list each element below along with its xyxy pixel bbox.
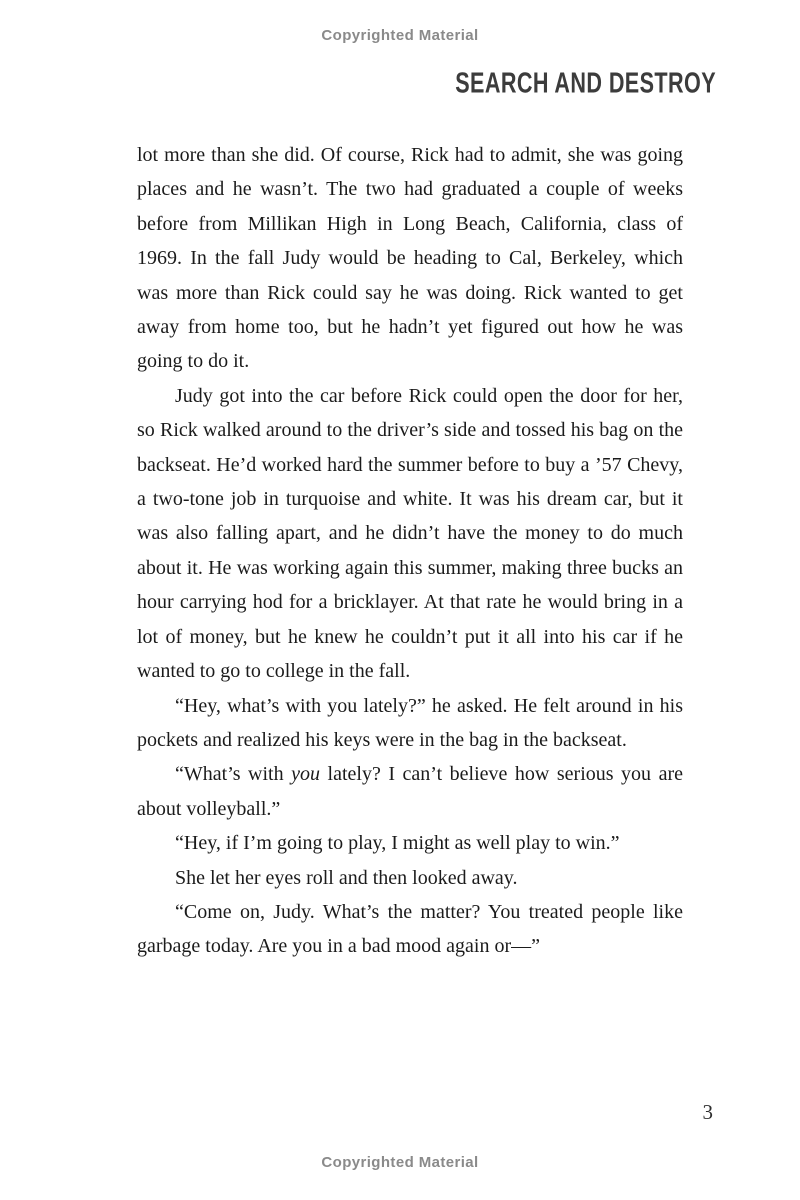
text-segment: “Come on, Judy. What’s the matter? You treated people like garbage today. Are you in a bad mood again or—” (137, 900, 683, 958)
copyright-notice-bottom: Copyrighted Material (321, 1154, 479, 1171)
paragraph (137, 826, 683, 860)
text-segment: lately? I can’t believe how serious you are about volleyball.” (137, 763, 683, 820)
text-segment: “What’s with (175, 763, 292, 786)
text-segment: “Hey, what’s with you lately?” he asked. He felt around in his pockets and realized his keys were in the bag in the backseat. (137, 694, 683, 751)
body-text (137, 138, 683, 964)
running-head-book-title: SEARCH AND DESTROY (455, 67, 716, 99)
paragraph (137, 895, 683, 964)
text-segment: lot more than she did. Of course, Rick had to admit, she was going places and he wasn’t. The two had graduated a couple of weeks before from Millikan High in Long Beach, California, class of 1969. In the fall Judy would be heading to Cal, Berkeley, which was more than Rick could say he was doing. Rick wanted to get away from home too, but he hadn’t yet figured out how he was going to do it. (137, 144, 683, 373)
paragraph (137, 138, 683, 379)
paragraph (137, 757, 683, 826)
paragraph (137, 861, 683, 895)
italic-text-segment: you (291, 763, 321, 786)
paragraph (137, 689, 683, 758)
text-segment: Judy got into the car before Rick could open the door for her, so Rick walked around to the driver’s side and tossed his bag on the backseat. He’d worked hard the summer before to buy a ’57 Chevy, a two-tone job in turquoise and white. It was his dream car, but it was also falling apart, and he didn’t have the money to do much about it. He was working again this summer, making three bucks an hour carrying hod for a bricklayer. At that rate he would bring in a lot of money, but he knew he couldn’t put it all into his car if he wanted to go to college in the fall. (137, 384, 683, 683)
copyright-notice-top: Copyrighted Material (321, 27, 479, 44)
page-number: 3 (702, 1100, 713, 1124)
text-segment: “Hey, if I’m going to play, I might as well play to win.” (175, 832, 620, 855)
paragraph (137, 379, 683, 689)
text-segment: She let her eyes roll and then looked away. (175, 866, 518, 889)
